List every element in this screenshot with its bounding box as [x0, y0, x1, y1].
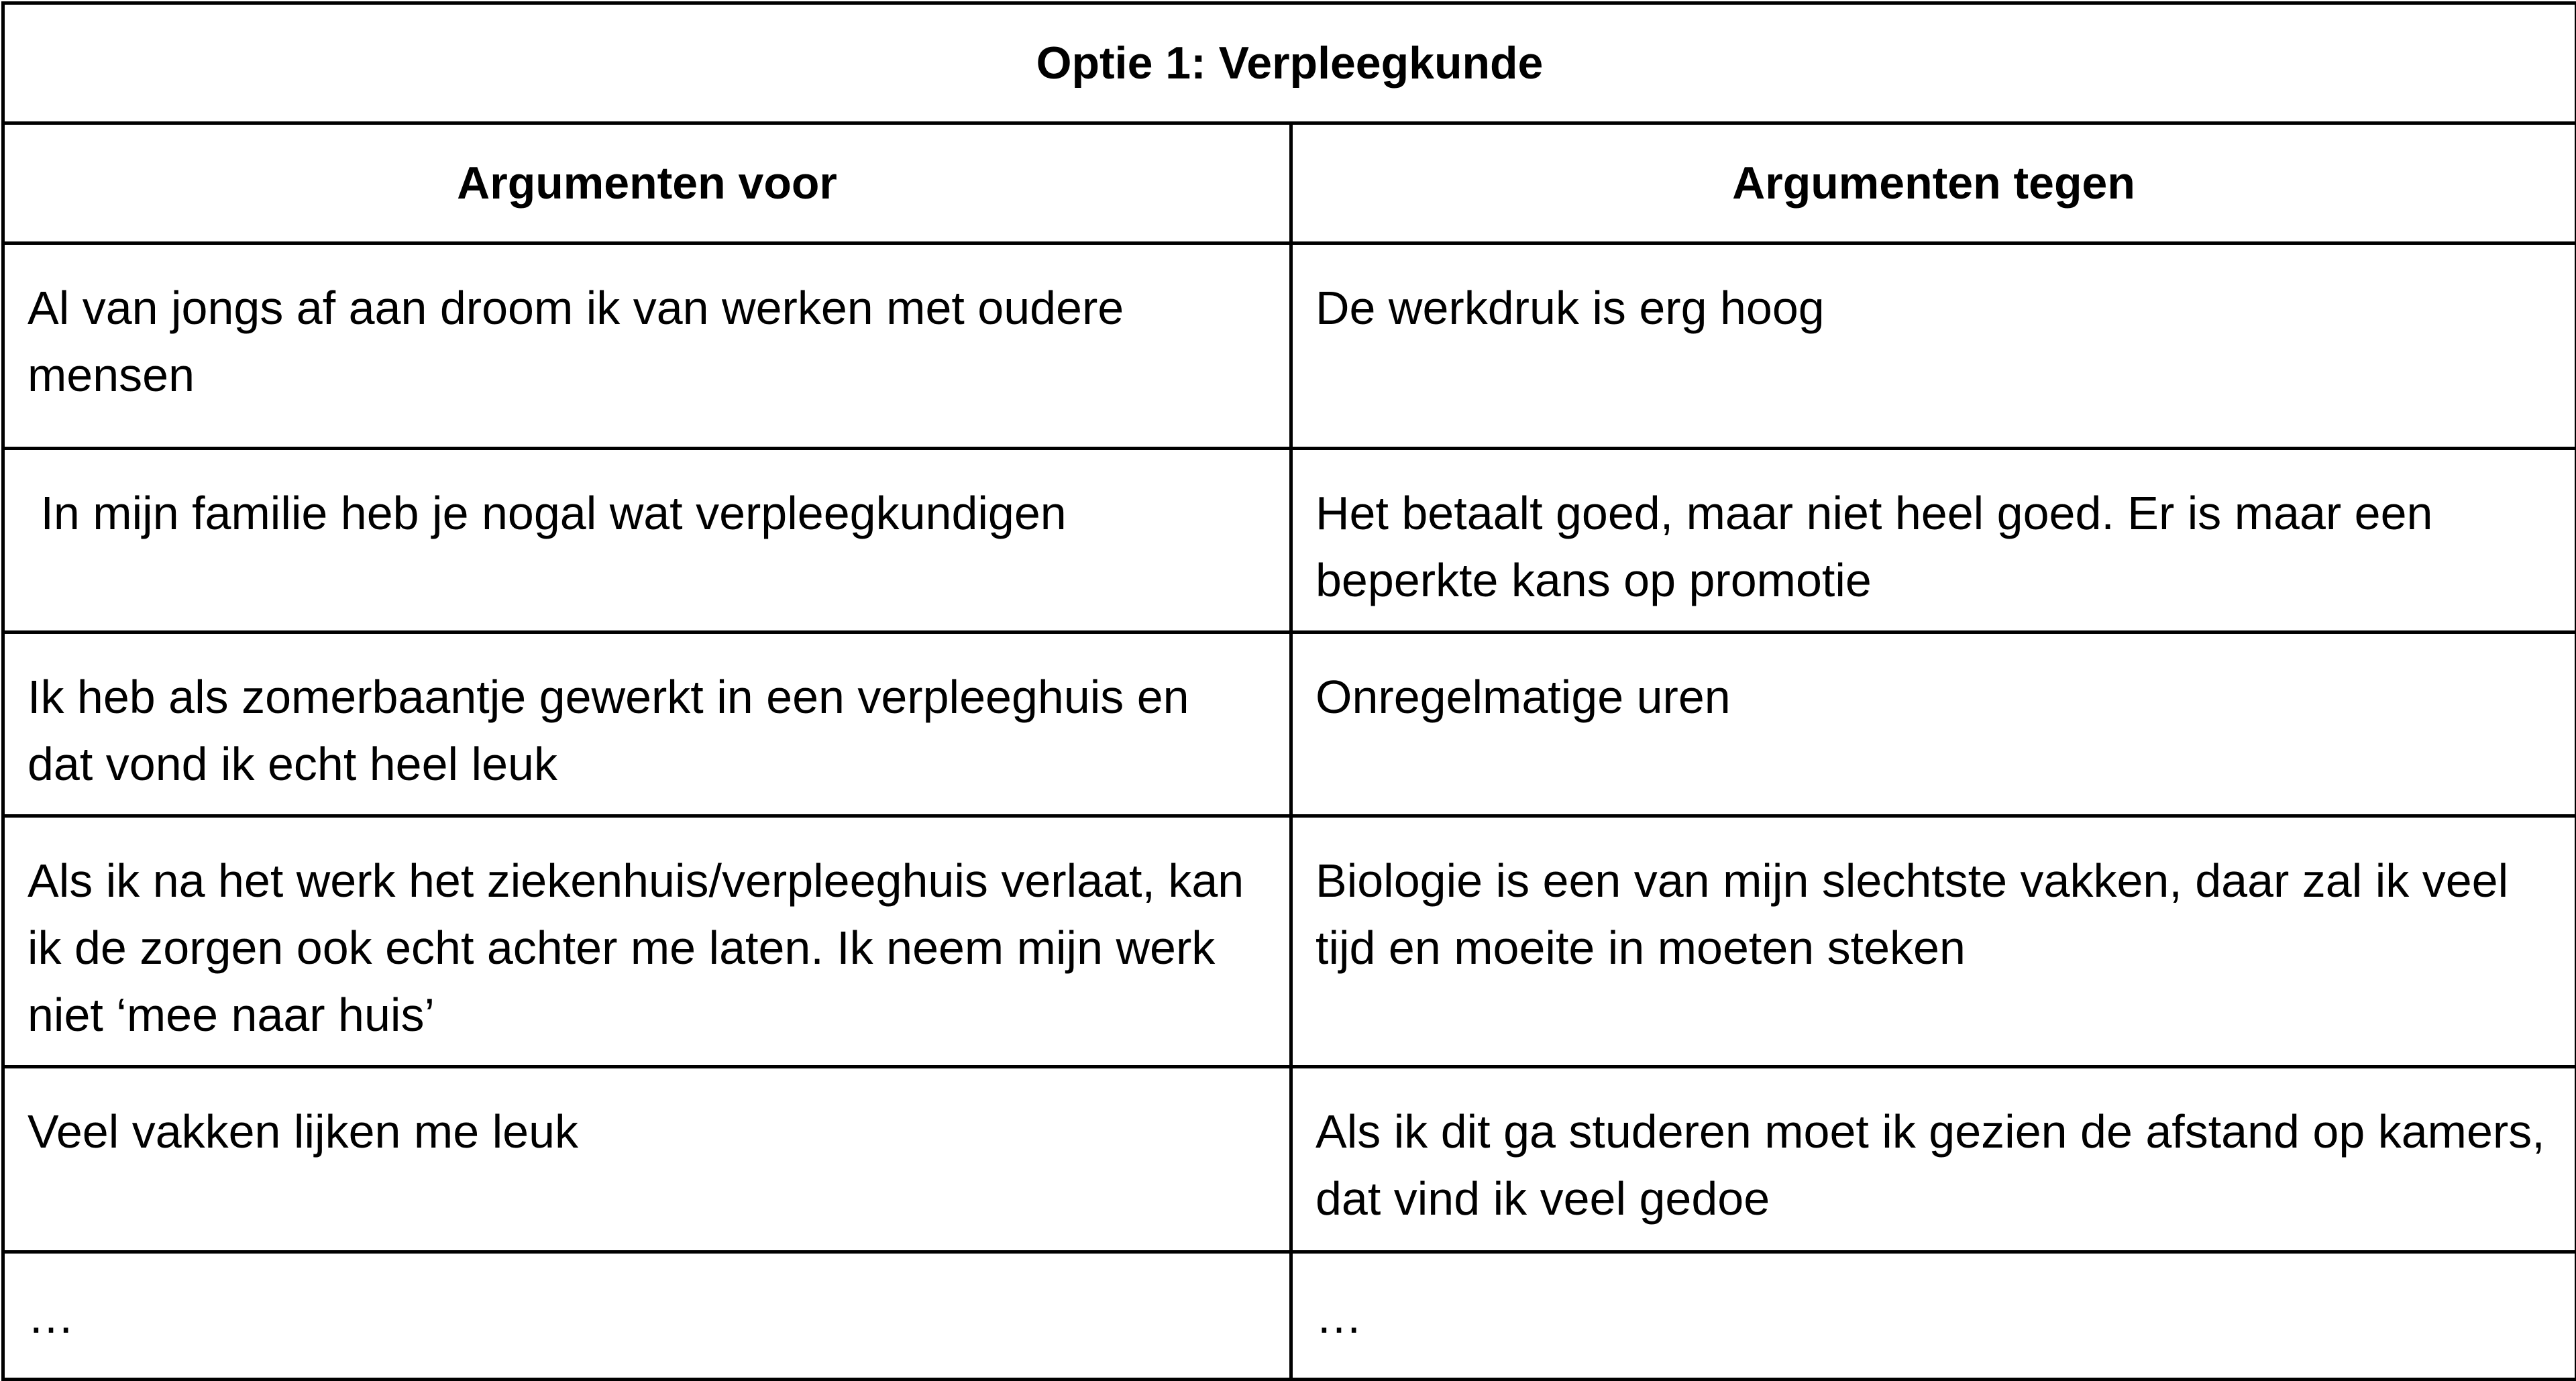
- table-row: [3, 1252, 2576, 1380]
- pro-cell: Ik heb als zomerbaantje gewerkt in een verpleeghuis en dat vond ik echt heel leuk: [3, 632, 1291, 816]
- pro-cell: Als ik na het werk het ziekenhuis/verpleeghuis verlaat, kan ik de zorgen ook echt achter me laten. Ik neem mijn werk niet ‘mee naar huis’: [3, 816, 1291, 1067]
- header-con: Argumenten tegen: [1291, 123, 2576, 243]
- con-cell: …: [1291, 1252, 2576, 1380]
- pro-cell: Veel vakken lijken me leuk: [3, 1067, 1291, 1252]
- table-title: Optie 1: Verpleegkunde: [3, 3, 2576, 123]
- pro-cell: …: [3, 1252, 1291, 1380]
- pros-cons-table: [1, 1, 2576, 1381]
- pro-cell: Al van jongs af aan droom ik van werken met oudere mensen: [3, 243, 1291, 449]
- con-cell: De werkdruk is erg hoog: [1291, 243, 2576, 449]
- table-row: [3, 816, 2576, 1067]
- title-row: [3, 3, 2576, 123]
- header-pro: Argumenten voor: [3, 123, 1291, 243]
- table-row: [3, 449, 2576, 632]
- table-row: [3, 243, 2576, 449]
- con-cell: Het betaalt goed, maar niet heel goed. Er is maar een beperkte kans op promotie: [1291, 449, 2576, 632]
- table-row: [3, 1067, 2576, 1252]
- pro-cell: In mijn familie heb je nogal wat verpleegkundigen: [3, 449, 1291, 632]
- header-row: [3, 123, 2576, 243]
- con-cell: Onregelmatige uren: [1291, 632, 2576, 816]
- con-cell: Biologie is een van mijn slechtste vakken, daar zal ik veel tijd en moeite in moeten steken: [1291, 816, 2576, 1067]
- table-row: [3, 632, 2576, 816]
- con-cell: Als ik dit ga studeren moet ik gezien de afstand op kamers, dat vind ik veel gedoe: [1291, 1067, 2576, 1252]
